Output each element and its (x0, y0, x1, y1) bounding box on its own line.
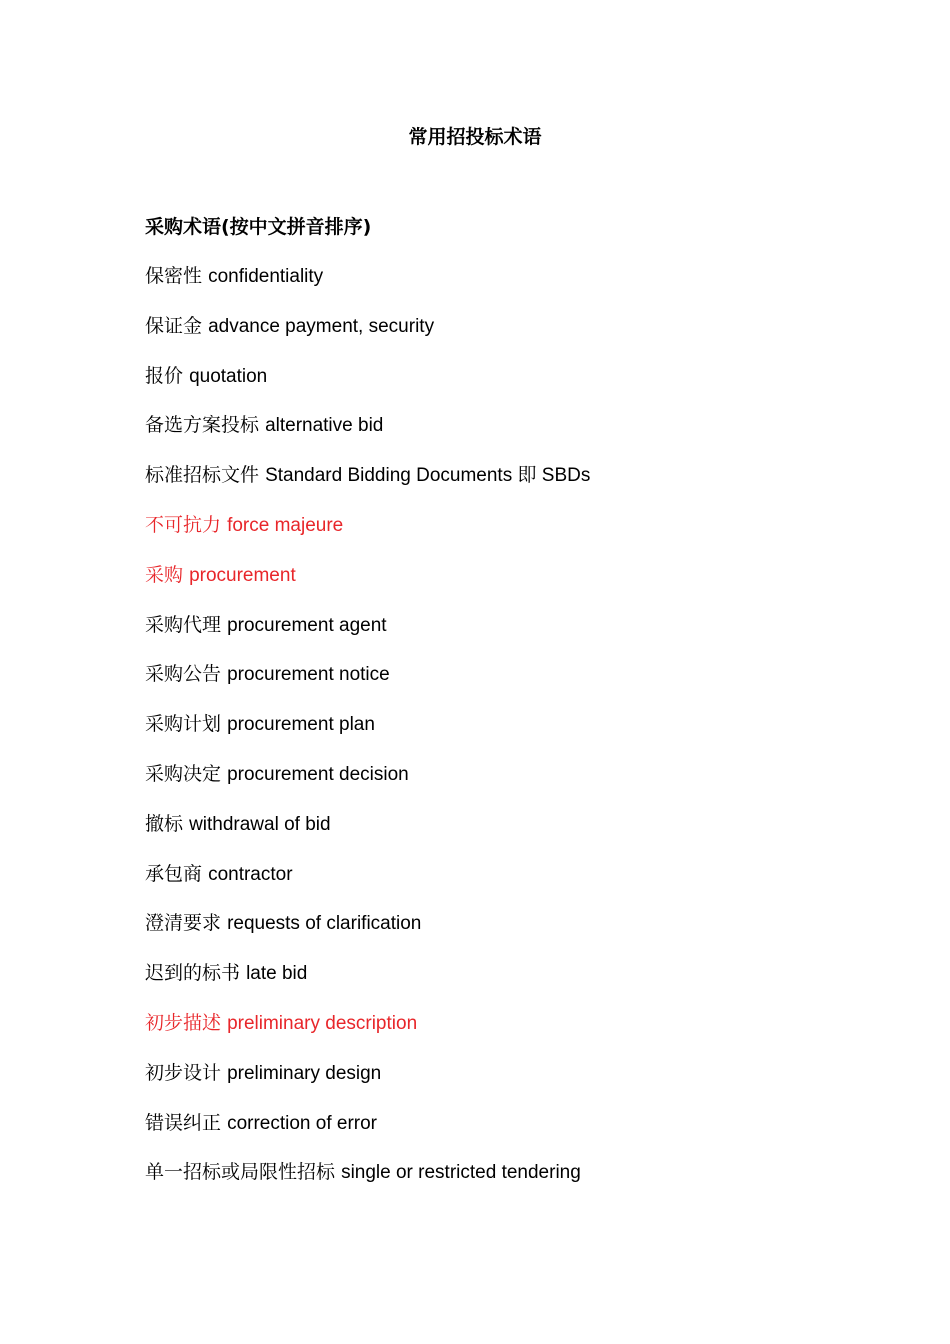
term-english: contractor (208, 863, 293, 885)
term-english: advance payment, security (208, 315, 435, 337)
term-english: preliminary design (227, 1062, 382, 1084)
term-chinese: 采购公告 (145, 663, 222, 686)
term-entry (145, 512, 590, 562)
term-chinese: 备选方案投标 (145, 414, 260, 437)
term-english: procurement decision (227, 763, 409, 785)
term-chinese: 报价 (145, 364, 184, 387)
term-english: preliminary description (227, 1012, 418, 1034)
term-entry (145, 1010, 590, 1060)
term-english: procurement notice (227, 664, 390, 686)
term-entry (145, 910, 590, 960)
term-entry (145, 960, 590, 1010)
term-entry (145, 861, 590, 911)
term-entry (145, 263, 590, 313)
term-english: late bid (246, 963, 308, 985)
term-entry (145, 462, 590, 512)
term-chinese: 采购代理 (145, 613, 222, 636)
term-english: single or restricted tendering (341, 1162, 581, 1184)
term-entry (145, 612, 590, 662)
term-entry (145, 412, 590, 462)
term-chinese: 撤标 (145, 812, 184, 835)
term-entry (145, 811, 590, 861)
term-list (145, 263, 590, 1209)
term-entry (145, 1060, 590, 1110)
term-english: Standard Bidding Documents 即 SBDs (265, 465, 591, 487)
term-chinese: 承包商 (145, 862, 203, 885)
term-english: procurement (189, 564, 296, 586)
term-entry (145, 1110, 590, 1160)
term-english: procurement plan (227, 714, 375, 736)
term-chinese: 初步描述 (145, 1011, 222, 1034)
term-chinese: 单一招标或局限性招标 (145, 1161, 336, 1184)
term-entry (145, 363, 590, 413)
term-chinese: 保密性 (145, 265, 203, 287)
document-title: 常用招投标术语 (408, 126, 542, 148)
term-english: requests of clarification (227, 913, 422, 935)
term-english: confidentiality (208, 266, 324, 287)
term-english: correction of error (227, 1112, 378, 1134)
term-entry (145, 562, 590, 612)
term-chinese: 保证金 (145, 314, 203, 337)
term-entry (145, 761, 590, 811)
term-chinese: 采购决定 (145, 762, 222, 785)
term-chinese: 采购计划 (145, 713, 222, 736)
term-english: quotation (189, 365, 268, 387)
term-chinese: 标准招标文件 (145, 464, 260, 487)
term-english: alternative bid (265, 415, 384, 437)
term-english: procurement agent (227, 614, 387, 636)
term-entry (145, 1159, 590, 1209)
term-chinese: 错误纠正 (145, 1111, 222, 1134)
term-english: force majeure (227, 514, 344, 536)
term-chinese: 初步设计 (145, 1061, 222, 1084)
term-english: withdrawal of bid (189, 813, 331, 835)
term-entry (145, 313, 590, 363)
term-chinese: 澄清要求 (145, 912, 222, 935)
term-chinese: 迟到的标书 (145, 962, 241, 985)
term-chinese: 不可抗力 (145, 513, 222, 536)
section-heading: 采购术语(按中文拼音排序) (145, 216, 372, 238)
term-chinese: 采购 (145, 563, 184, 586)
term-entry (145, 711, 590, 761)
term-entry (145, 661, 590, 711)
